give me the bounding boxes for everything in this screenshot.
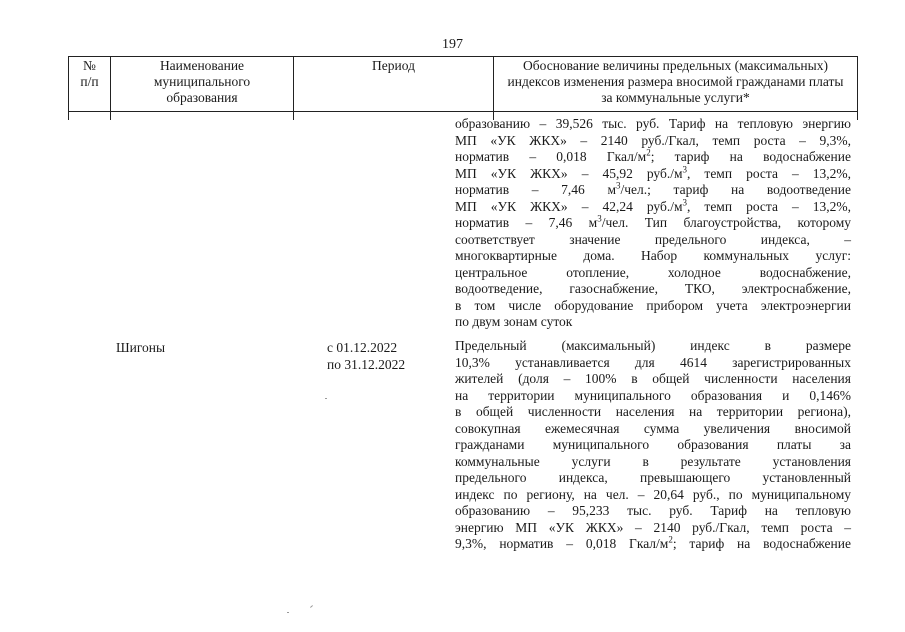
line-with-sup: МП «УК ЖКХ» – 42,24 $руб./м^3$, темп роста – 13,2%, bbox=[455, 197, 851, 214]
scan-speck bbox=[310, 605, 313, 608]
scan-speck bbox=[325, 398, 327, 399]
header-period: Период bbox=[294, 57, 494, 112]
header-justification: Обоснование величины предельных (максимальных) индексов изменения размера вносимой гражданами платы за коммунальные услуги* bbox=[494, 57, 858, 112]
line-with-sup: норматив – 7,46 $м^3$/чел.; тариф на водоотведение bbox=[455, 180, 851, 197]
page-number: 197 bbox=[442, 37, 463, 52]
period-range: с 01.12.2022 по 31.12.2022 bbox=[327, 340, 406, 372]
continuation-text: образованию – 39,526 тыс. руб. Тариф на тепловую энергию МП «УК ЖКХ» – 2140 руб./Гкал, темп роста – 9,3%, норматив – 0,018 Гкал/$м^2$; тариф на водоснабжение МП «УК ЖКХ» – 45,92 $руб./м^3$, темп роста – 13,2%, норматив – 7,46 $м^3$/чел.; тариф на водоотведение МП «УК ЖКХ» – 42,24 $руб./м^3$, темп роста – 13,2%, норматив – 7,46 $м^3$/чел. Тип благоустройства, которому соответствует значение предельного индекса, – многоквартирные дома. Набор коммунальных услуг: центральное отопление, холодное водоснабжение, водоотведение, газоснабжение, ТКО, электроснабжение, в том числе оборудование прибором учета электроэнергии по двум зонам суток bbox=[455, 116, 852, 329]
scan-speck bbox=[287, 612, 289, 613]
header-municipality: Наименование муниципального образования bbox=[111, 57, 294, 112]
header-number: № п/п bbox=[69, 57, 111, 112]
justification-text: Предельный (максимальный) индекс в размере 10,3% устанавливается для 4614 зарегистрированных жителей (доля – 100% в общей численности населения на территории муниципального образования и 0,146% в общей численности населения на территории региона), совокупная ежемесячная сумма увеличения вносимой гражданами муниципального образования платы за коммунальные услуги в результате установления предельного индекса, превышающего установленный индекс по региону, на чел. – 20,64 руб., по муниципальному образованию – 95,233 тыс. руб. Тариф на тепловую энергию МП «УК ЖКХ» – 2140 руб./Гкал, темп роста – 9,3%, норматив – 0,018 Гкал/$м^2$; тариф на водоснабжение bbox=[455, 338, 851, 551]
table-border-right bbox=[857, 112, 858, 120]
line-with-sup: норматив – 0,018 Гкал/$м^2$; тариф на водоснабжение bbox=[455, 147, 851, 164]
line-with-sup: норматив – 7,46 $м^3$/чел. Тип благоустройства, которому bbox=[455, 213, 852, 230]
line-with-sup: 9,3%, норматив – 0,018 Гкал/$м^2$; тариф на водоснабжение bbox=[455, 534, 851, 551]
municipality-name: Шигоны bbox=[116, 340, 166, 355]
table-border-col2 bbox=[293, 112, 294, 120]
table-border-left bbox=[68, 112, 69, 120]
table-header bbox=[68, 56, 858, 112]
table-border-col1 bbox=[110, 112, 111, 120]
line-with-sup: МП «УК ЖКХ» – 45,92 $руб./м^3$, темп роста – 13,2%, bbox=[455, 164, 851, 181]
